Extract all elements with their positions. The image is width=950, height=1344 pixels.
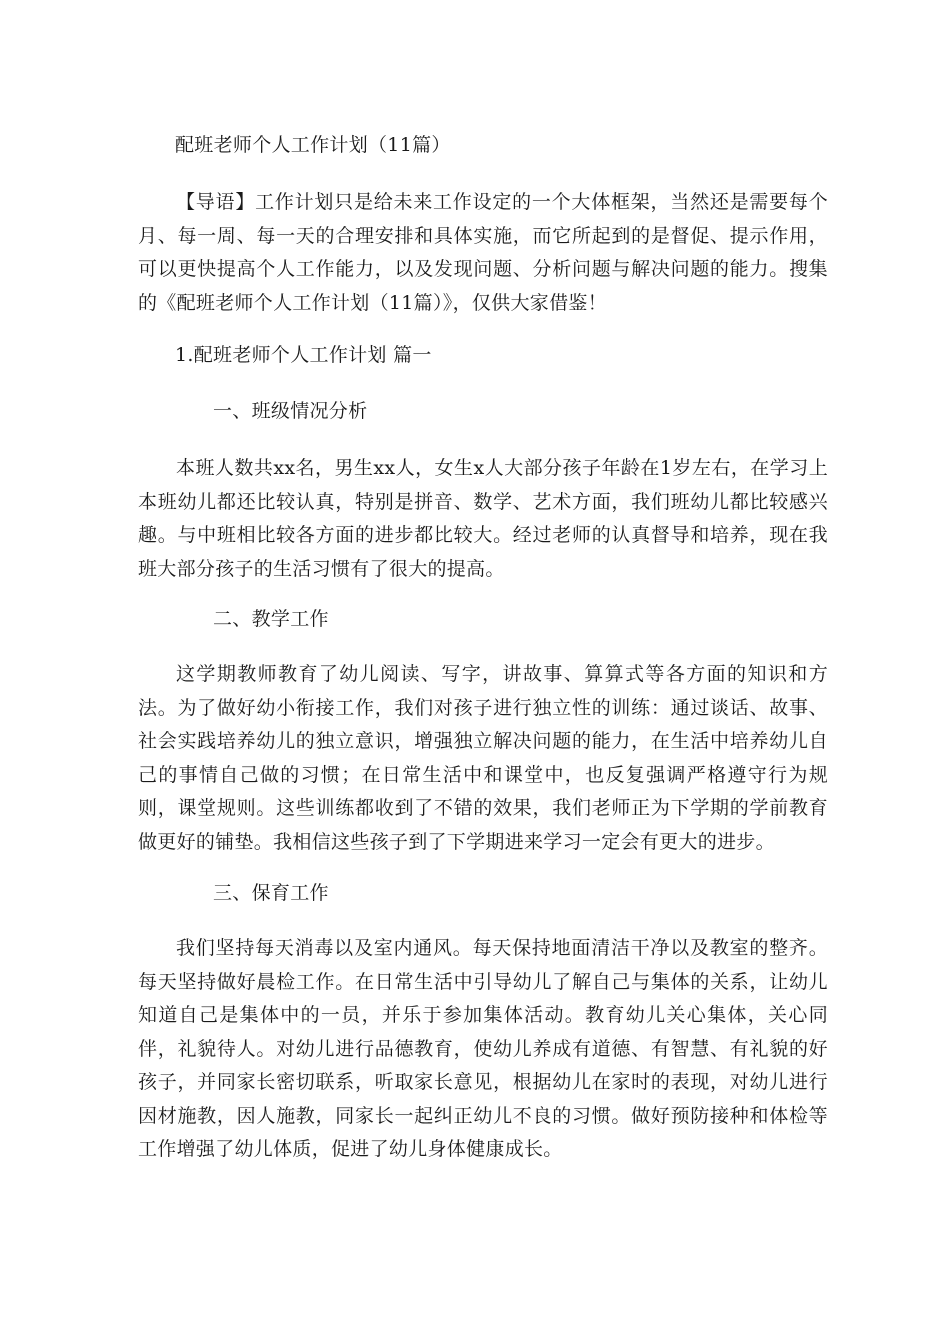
section-heading-care: 三、保育工作 bbox=[213, 882, 329, 904]
document-title: 配班老师个人工作计划（11篇） bbox=[175, 134, 451, 156]
article-heading: 1.配班老师个人工作计划 篇一 bbox=[175, 344, 432, 366]
section-body-care: 我们坚持每天消毒以及室内通风。每天保持地面清洁干净以及教室的整齐。每天坚持做好晨检工作。在日常生活中引导幼儿了解自己与集体的关系，让幼儿知道自己是集体中的一员，并乐于参加集体活动。教育幼儿关心集体，关心同伴，礼貌待人。对幼儿进行品德教育，使幼儿养成有道德、有智慧、有礼貌的好孩子，并同家长密切联系，听取家长意见，根据幼儿在家时的表现，对幼儿进行因材施教，因人施教，同家长一起纠正幼儿不良的习惯。做好预防接种和体检等工作增强了幼儿体质，促进了幼儿身体健康成长。 bbox=[138, 937, 828, 1160]
section-heading-class-analysis: 一、班级情况分析 bbox=[213, 400, 368, 422]
section-body-teaching: 这学期教师教育了幼儿阅读、写字，讲故事、算算式等各方面的知识和方法。为了做好幼小衔接工作，我们对孩子进行独立性的训练：通过谈话、故事、社会实践培养幼儿的独立意识，增强独立解决问题的能力，在生活中培养幼儿自己的事情自己做的习惯；在日常生活中和课堂中，也反复强调严格遵守行为规则，课堂规则。这些训练都收到了不错的效果，我们老师正为下学期的学前教育做更好的铺垫。我相信这些孩子到了下学期进来学习一定会有更大的进步。 bbox=[138, 663, 828, 853]
section-body-class-analysis: 本班人数共xx名，男生xx人，女生x人大部分孩子年龄在1岁左右，在学习上本班幼儿都还比较认真，特别是拼音、数学、艺术方面，我们班幼儿都比较感兴趣。与中班相比较各方面的进步都比较大。经过老师的认真督导和培养，现在我班大部分孩子的生活习惯有了很大的提高。 bbox=[138, 457, 828, 580]
section-heading-teaching: 二、教学工作 bbox=[213, 608, 329, 630]
intro-paragraph: 【导语】工作计划只是给未来工作设定的一个大体框架，当然还是需要每个月、每一周、每一天的合理安排和具体实施，而它所起到的是督促、提示作用，可以更快提高个人工作能力，以及发现问题、分析问题与解决问题的能力。搜集的《配班老师个人工作计划（11篇）》，仅供大家借鉴！ bbox=[138, 191, 828, 314]
